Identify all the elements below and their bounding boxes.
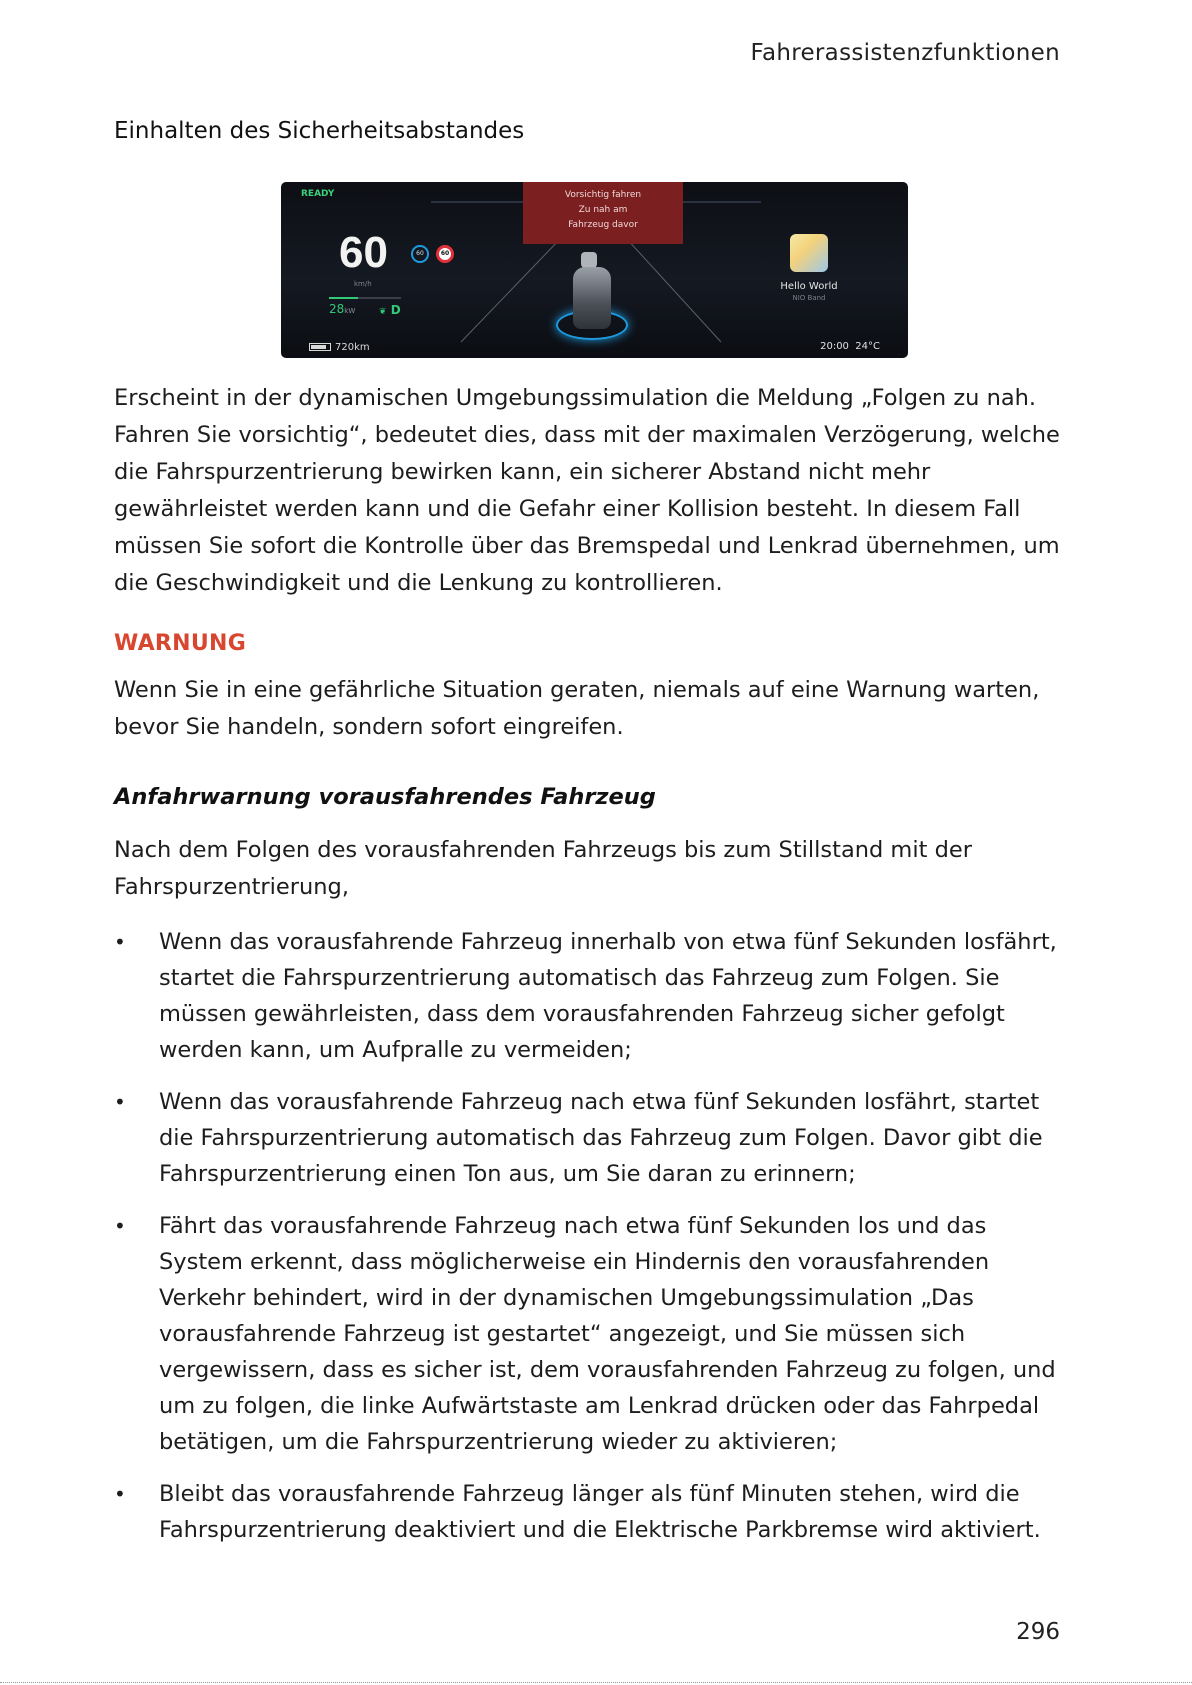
warning-label: WARNUNG bbox=[114, 631, 247, 656]
speed-limit-icon: 60 bbox=[436, 245, 454, 263]
power-bar-fill bbox=[329, 297, 358, 299]
range-value: 720km bbox=[335, 342, 370, 353]
bullet-icon: • bbox=[114, 1482, 126, 1506]
gear-indicator bbox=[379, 303, 401, 317]
list-item-text: Wenn das vorausfahrende Fahrzeug innerhalb von etwa fünf Sekunden losfährt, startet die Fahrspurzentrierung automatisch das Fahrzeug zum Folgen. Sie müssen gewährleisten, dass dem vorausfahrenden Fahrzeug sicher gefolgt werden kann, um Aufpralle zu vermeiden; bbox=[159, 929, 1057, 1063]
power-unit: kW bbox=[344, 307, 356, 315]
time-temperature bbox=[820, 341, 880, 352]
list-item bbox=[114, 924, 1074, 1068]
power-value: 28 bbox=[329, 302, 345, 316]
media-artist: NIO Band bbox=[792, 294, 826, 302]
list-item bbox=[114, 1084, 1074, 1192]
subheading: Anfahrwarnung vorausfahrendes Fahrzeug bbox=[114, 784, 656, 810]
album-art-icon bbox=[790, 234, 828, 272]
distance-warning-popup bbox=[523, 182, 683, 244]
paragraph-distance-warning: Erscheint in der dynamischen Umgebungssimulation die Meldung „Folgen zu nah. Fahren Sie vorsichtig“, bedeutet dies, dass mit der maximalen Verzögerung, welche die Fahrspurzentrierung bewirken kann, ein sicherer Abstand nicht mehr gewährleistet werden kann und die Gefahr einer Kollision besteht. In diesem Fall müssen Sie sofort die Kontrolle über das Bremspedal und Lenkrad übernehmen, um die Geschwindigkeit und die Lenkung zu kontrollieren. bbox=[114, 385, 1060, 596]
bullet-icon: • bbox=[114, 1090, 126, 1114]
speed-readout: 60 bbox=[339, 228, 388, 277]
warning-line: Zu nah am bbox=[578, 205, 628, 215]
leaf-icon: ❦ bbox=[379, 307, 387, 317]
section-title: Einhalten des Sicherheitsabstandes bbox=[114, 118, 525, 144]
list-item-text: Bleibt das vorausfahrende Fahrzeug länger als fünf Minuten stehen, wird die Fahrspurzentrierung deaktiviert und die Elektrische Parkbremse wird aktiviert. bbox=[159, 1481, 1041, 1543]
power-bar bbox=[329, 297, 401, 299]
intro-paragraph: Nach dem Folgen des vorausfahrenden Fahrzeugs bis zum Stillstand mit der Fahrspurzentrierung, bbox=[114, 837, 972, 900]
lane-line-left bbox=[461, 238, 561, 342]
acc-speed-icon: 60 bbox=[411, 245, 429, 263]
list-item-text: Fährt das vorausfahrende Fahrzeug nach etwa fünf Sekunden los und das System erkennt, dass möglicherweise ein Hindernis den vorausfahrenden Verkehr behindert, wird in der dynamischen Umgebungssimulation „Das vorausfahrende Fahrzeug ist gestartet“ angezeigt, und Sie müssen sich vergewissern, dass es sicher ist, dem vorausfahrenden Fahrzeug zu folgen, und um zu folgen, die linke Aufwärtstaste am Lenkrad drücken oder das Fahrpedal betätigen, um die Fahrspurzentrierung wieder zu aktivieren; bbox=[159, 1213, 1056, 1455]
page-edge-divider bbox=[0, 1682, 1192, 1684]
page-number: 296 bbox=[1016, 1619, 1060, 1645]
list-item bbox=[114, 1208, 1074, 1460]
list-item bbox=[114, 1476, 1074, 1548]
bullet-list bbox=[114, 924, 1074, 1564]
power-readout bbox=[329, 302, 355, 316]
bullet-icon: • bbox=[114, 930, 126, 954]
warning-line: Fahrzeug davor bbox=[568, 220, 638, 230]
outside-temperature: 24°C bbox=[855, 341, 880, 352]
clock-time: 20:00 bbox=[820, 341, 849, 352]
speed-unit: km/h bbox=[354, 280, 372, 288]
lane-line-right bbox=[626, 238, 721, 342]
lead-vehicle-icon bbox=[581, 252, 597, 268]
bullet-icon: • bbox=[114, 1214, 126, 1238]
warning-text: Wenn Sie in eine gefährliche Situation geraten, niemals auf eine Warnung warten, bevor Sie handeln, sondern sofort eingreifen. bbox=[114, 677, 1040, 740]
running-header: Fahrerassistenzfunktionen bbox=[750, 40, 1060, 66]
ready-indicator: READY bbox=[301, 189, 335, 199]
media-title: Hello World bbox=[780, 281, 838, 292]
ego-vehicle-icon bbox=[573, 267, 611, 329]
battery-icon bbox=[309, 343, 331, 351]
warning-line: Vorsichtig fahren bbox=[564, 190, 642, 200]
range-readout bbox=[309, 342, 370, 353]
dashboard-screenshot bbox=[281, 182, 908, 358]
gear-letter: D bbox=[390, 303, 401, 317]
list-item-text: Wenn das vorausfahrende Fahrzeug nach etwa fünf Sekunden losfährt, startet die Fahrspurzentrierung automatisch das Fahrzeug zum Folgen. Davor gibt die Fahrspurzentrierung einen Ton aus, um Sie daran zu erinnern; bbox=[159, 1089, 1043, 1187]
